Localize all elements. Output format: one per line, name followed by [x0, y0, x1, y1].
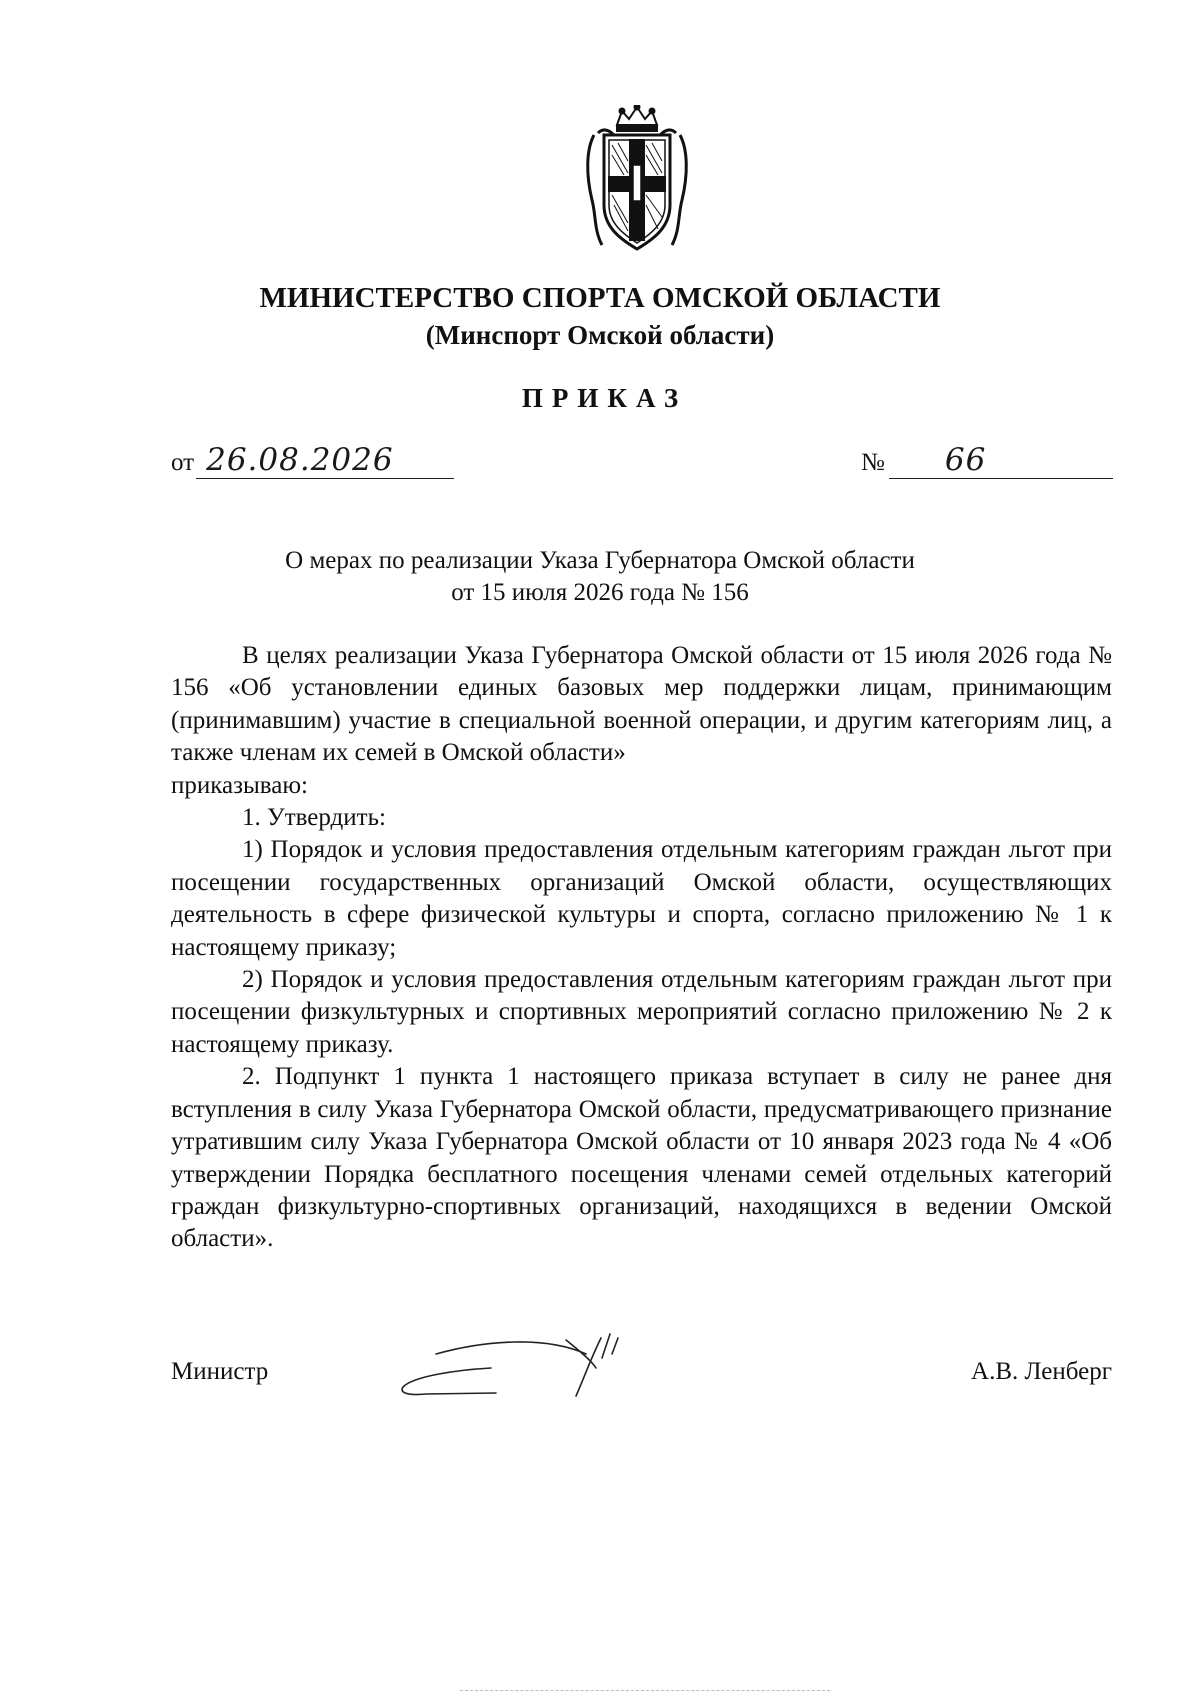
signer-title: Министр: [171, 1358, 269, 1385]
paragraph-item-1: 1. Утвердить:: [242, 804, 386, 832]
subject-line-2: от 15 июля 2026 года № 156: [451, 579, 749, 606]
number-prefix: №: [861, 449, 885, 476]
number-field: [889, 442, 1113, 479]
order-subject: [0, 545, 1200, 609]
paragraph-order-word: приказываю:: [171, 771, 308, 799]
order-number: [861, 442, 1113, 479]
organization-short-name: (Минспорт Омской области): [425, 320, 775, 350]
order-date: [171, 442, 454, 479]
footer-divider: [460, 1690, 830, 1691]
subject-line-1: О мерах по реализации Указа Губернатора Омской области: [285, 547, 915, 574]
omsk-region-coat-of-arms-icon: [584, 105, 690, 253]
date-value: 26.08.2026: [206, 442, 394, 478]
document-type: ПРИКАЗ: [521, 383, 688, 413]
signer-name: А.В. Ленберг: [971, 1358, 1112, 1385]
handwritten-signature-icon: [396, 1318, 666, 1398]
paragraph-subitem-1: 1) Порядок и условия предоставления отдельным категориям граждан льгот при посещении государственных организаций Омской области, осуществляющих деятельность в сфере физической культуры и спорта, согласно приложению № 1 к настоящему приказу;: [171, 836, 1112, 961]
date-field: [196, 442, 454, 479]
paragraph-preamble: В целях реализации Указа Губернатора Омской области от 15 июля 2026 года № 156 «Об установлении единых базовых мер поддержки лицам, принимающим (принимавшим) участие в специальной военной операции, и другим категориям лиц, а также членам их семей в Омской области»: [171, 642, 1112, 767]
order-body: [171, 640, 1112, 1256]
organization-title: МИНИСТЕРСТВО СПОРТА ОМСКОЙ ОБЛАСТИ: [259, 282, 941, 314]
paragraph-subitem-2: 2) Порядок и условия предоставления отдельным категориям граждан льгот при посещении физкультурных и спортивных мероприятий согласно приложению № 2 к настоящему приказу.: [171, 966, 1112, 1058]
number-value: 66: [944, 442, 987, 478]
date-prefix: от: [171, 449, 195, 476]
paragraph-item-2: 2. Подпункт 1 пункта 1 настоящего приказа вступает в силу не ранее дня вступления в силу Указа Губернатора Омской области, предусматривающего признание утратившим силу Указа Губернатора Омской области от 10 января 2023 года № 4 «Об утверждении Порядка бесплатного посещения членами семей отдельных категорий граждан физкультурно-спортивных организаций, находящихся в ведении Омской области».: [171, 1063, 1112, 1253]
